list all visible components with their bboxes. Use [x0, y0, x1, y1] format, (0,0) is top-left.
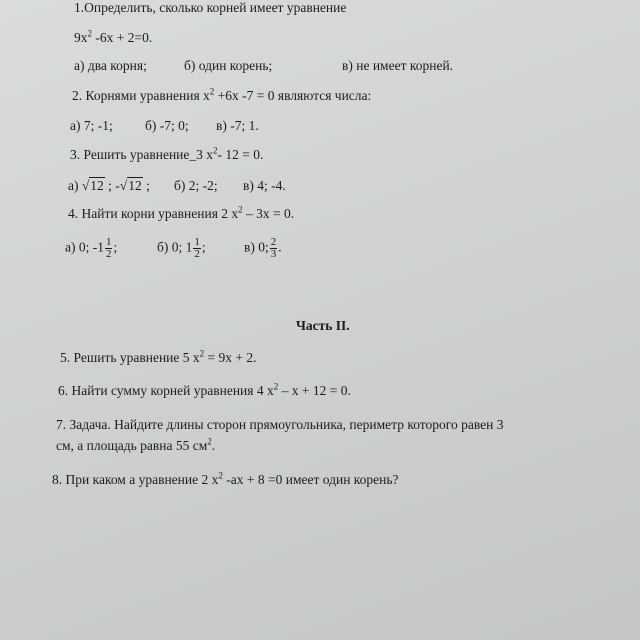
fraction: $\frac{2}{3}$ — [270, 236, 277, 260]
fraction: $\frac{1}{2}$ — [105, 236, 112, 260]
q1-title: 1.Определить, сколько корней имеет уравнение — [74, 0, 347, 15]
q3-option-b: б) 2; -2; — [174, 178, 218, 193]
q4-title: 4. Найти корни уравнения 2 $x^2 - 3x = 0$. — [68, 204, 295, 221]
q7-line1: 7. Задача. Найдите длины сторон прямоугольника, периметр которого равен 3 — [56, 417, 504, 432]
fraction: $\frac{1}{2}$ — [194, 236, 200, 260]
q2-option-a: а) 7; -1; — [70, 118, 113, 133]
sqrt-symbol: √12 — [119, 178, 142, 193]
sqrt-symbol: √12 — [81, 178, 104, 193]
q2-option-c: в) -7; 1. — [216, 118, 259, 133]
q1-option-c: в) не имеет корней. — [342, 58, 454, 73]
q5: 5. Решить уравнение 5 $x^2 = 9x + 2$. — [60, 348, 257, 365]
q7-line2: см, а площадь равна 55 $см^2$. — [56, 436, 216, 453]
q6: 6. Найти сумму корней уравнения 4 $x^2 - x + 12 = 0$. — [58, 381, 351, 398]
q1-option-b: б) один корень; — [184, 58, 273, 73]
q3-option-c: в) 4; -4. — [243, 178, 286, 193]
q3-title: 3. Решить уравнение_3 $x^2-$ 12 = 0. — [70, 145, 264, 162]
q1-option-a: а) два корня; — [74, 58, 147, 73]
q8: 8. При каком а уравнение 2 $x^2$ -ax + 8 =0 имеет один корень? — [52, 470, 399, 487]
part2-heading: Часть II. — [296, 318, 350, 333]
q4-option-a: а) 0; -1 $\frac{1}{2}$ ; — [65, 236, 118, 260]
q1-equation: $9x^2$ -6x + 2=0. — [74, 28, 153, 45]
q2-title: 2. Корнями уравнения $x^2 +6x$ -7 = 0 являются числа: — [72, 86, 372, 103]
q2-option-b: б) -7; 0; — [145, 118, 189, 133]
q4-option-b: б) 0; 1 $\frac{1}{2}$ ; — [157, 236, 206, 260]
q3-option-a: а) √12 ; -√12 ; — [68, 178, 150, 193]
q4-option-c: в) 0; $\frac{2}{3}$ . — [244, 236, 282, 260]
